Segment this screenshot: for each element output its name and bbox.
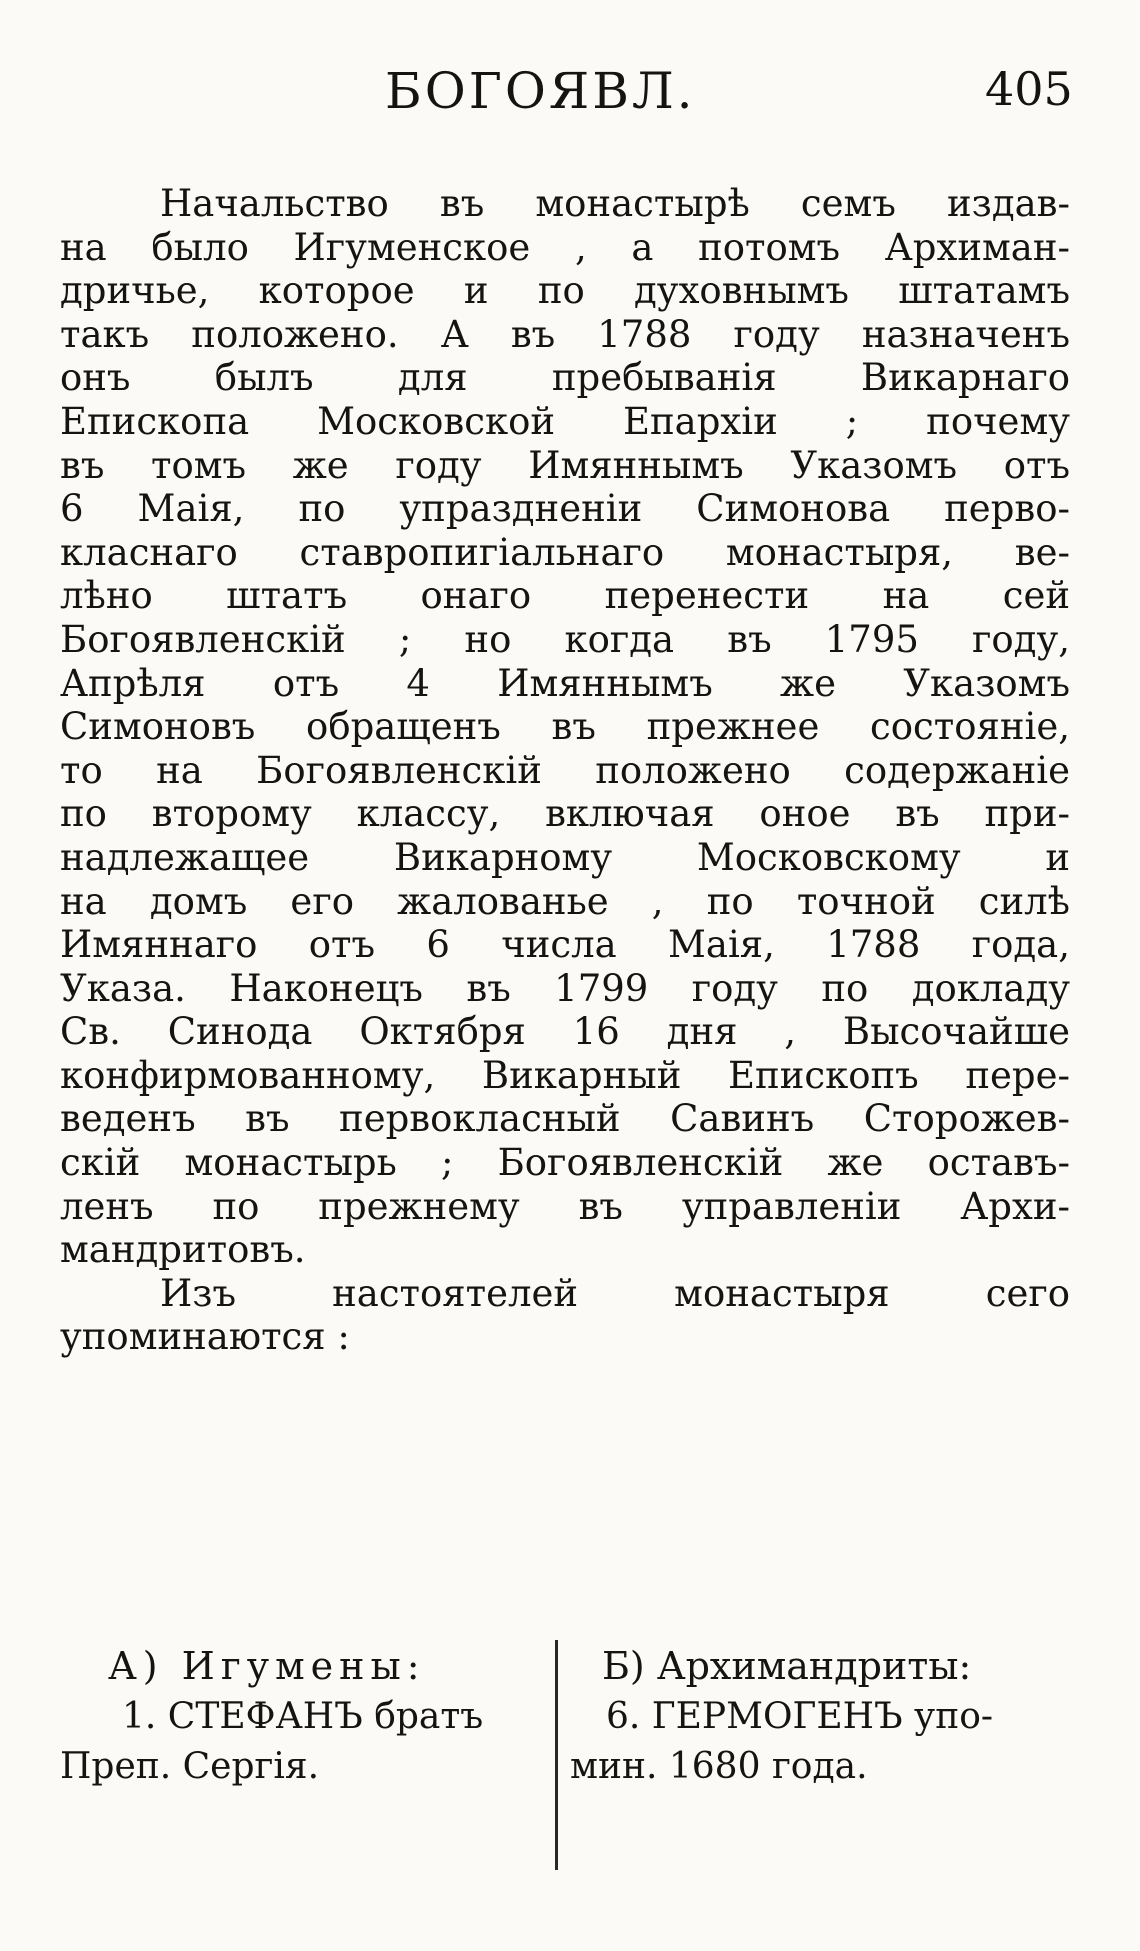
text-line: онъ былъ для пребыванія Викарнаго	[60, 356, 1070, 400]
list-entry-continuation: Преп. Сергія.	[60, 1746, 320, 1787]
text-line: на домъ его жалованье , по точной силѣ	[60, 879, 1070, 923]
column-heading: А) Игумены:	[108, 1644, 426, 1688]
text-line: то на Богоявленскій положено содержаніе	[60, 748, 1070, 792]
column-divider	[555, 1640, 558, 1870]
two-column-list	[60, 1640, 1070, 1870]
list-entry-continuation: мин. 1680 года.	[570, 1746, 868, 1787]
text-line: упоминаются :	[60, 1315, 350, 1359]
text-line: надлежащее Викарному Московскому и	[60, 835, 1070, 879]
text-line: Апрѣля отъ 4 Имяннымъ же Указомъ	[60, 661, 1070, 705]
running-header	[0, 62, 1140, 132]
text-line: скій монастырь ; Богоявленскій же оставъ-	[60, 1141, 1070, 1185]
running-title: БОГОЯВЛ.	[385, 62, 696, 120]
text-line: 6 Маія, по упраздненіи Симонова перво-	[60, 487, 1070, 531]
text-line: Указа. Наконецъ въ 1799 году по докладу	[60, 966, 1070, 1010]
page-number: 405	[985, 62, 1073, 116]
text-line: Епископа Московской Епархіи ; почему	[60, 399, 1070, 443]
list-entry: 6. ГЕРМОГЕНЪ упо-	[606, 1696, 994, 1737]
text-line: конфирмованному, Викарный Епископъ пере-	[60, 1053, 1070, 1097]
column-abbots	[60, 1640, 540, 1792]
text-line: Симоновъ обращенъ въ прежнее состояніе,	[60, 705, 1070, 749]
text-line: дричье, которое и по духовнымъ штатамъ	[60, 269, 1070, 313]
text-line: мандритовъ.	[60, 1228, 306, 1272]
list-entry: 1. СТЕФАНЪ братъ	[122, 1696, 484, 1737]
column-heading: Б) Архимандриты:	[602, 1644, 972, 1688]
column-archimandrites	[570, 1640, 1070, 1792]
text-line: на было Игуменское , а потомъ Архиман-	[60, 225, 1070, 269]
text-line: Св. Синода Октября 16 дня , Высочайше	[60, 1010, 1070, 1054]
text-line: такъ положено. А въ 1788 году назначенъ	[60, 312, 1070, 356]
text-line: веденъ въ первокласный Савинъ Сторожев-	[60, 1097, 1070, 1141]
text-line: лѣно штатъ онаго перенести на сей	[60, 574, 1070, 618]
text-line: Имяннаго отъ 6 числа Маія, 1788 года,	[60, 923, 1070, 967]
text-line: класнаго ставропигіальнаго монастыря, ве-	[60, 530, 1070, 574]
text-line: ленъ по прежнему въ управленіи Архи-	[60, 1184, 1070, 1228]
text-line: Изъ настоятелей монастыря сего	[160, 1271, 1070, 1315]
text-line: Богоявленскій ; но когда въ 1795 году,	[60, 617, 1070, 661]
body-paragraphs	[60, 182, 1070, 1359]
text-line: по второму классу, включая оное въ при-	[60, 792, 1070, 836]
text-line: Начальство въ монастырѣ семъ издав-	[160, 182, 1070, 225]
text-line: въ томъ же году Имяннымъ Указомъ отъ	[60, 443, 1070, 487]
